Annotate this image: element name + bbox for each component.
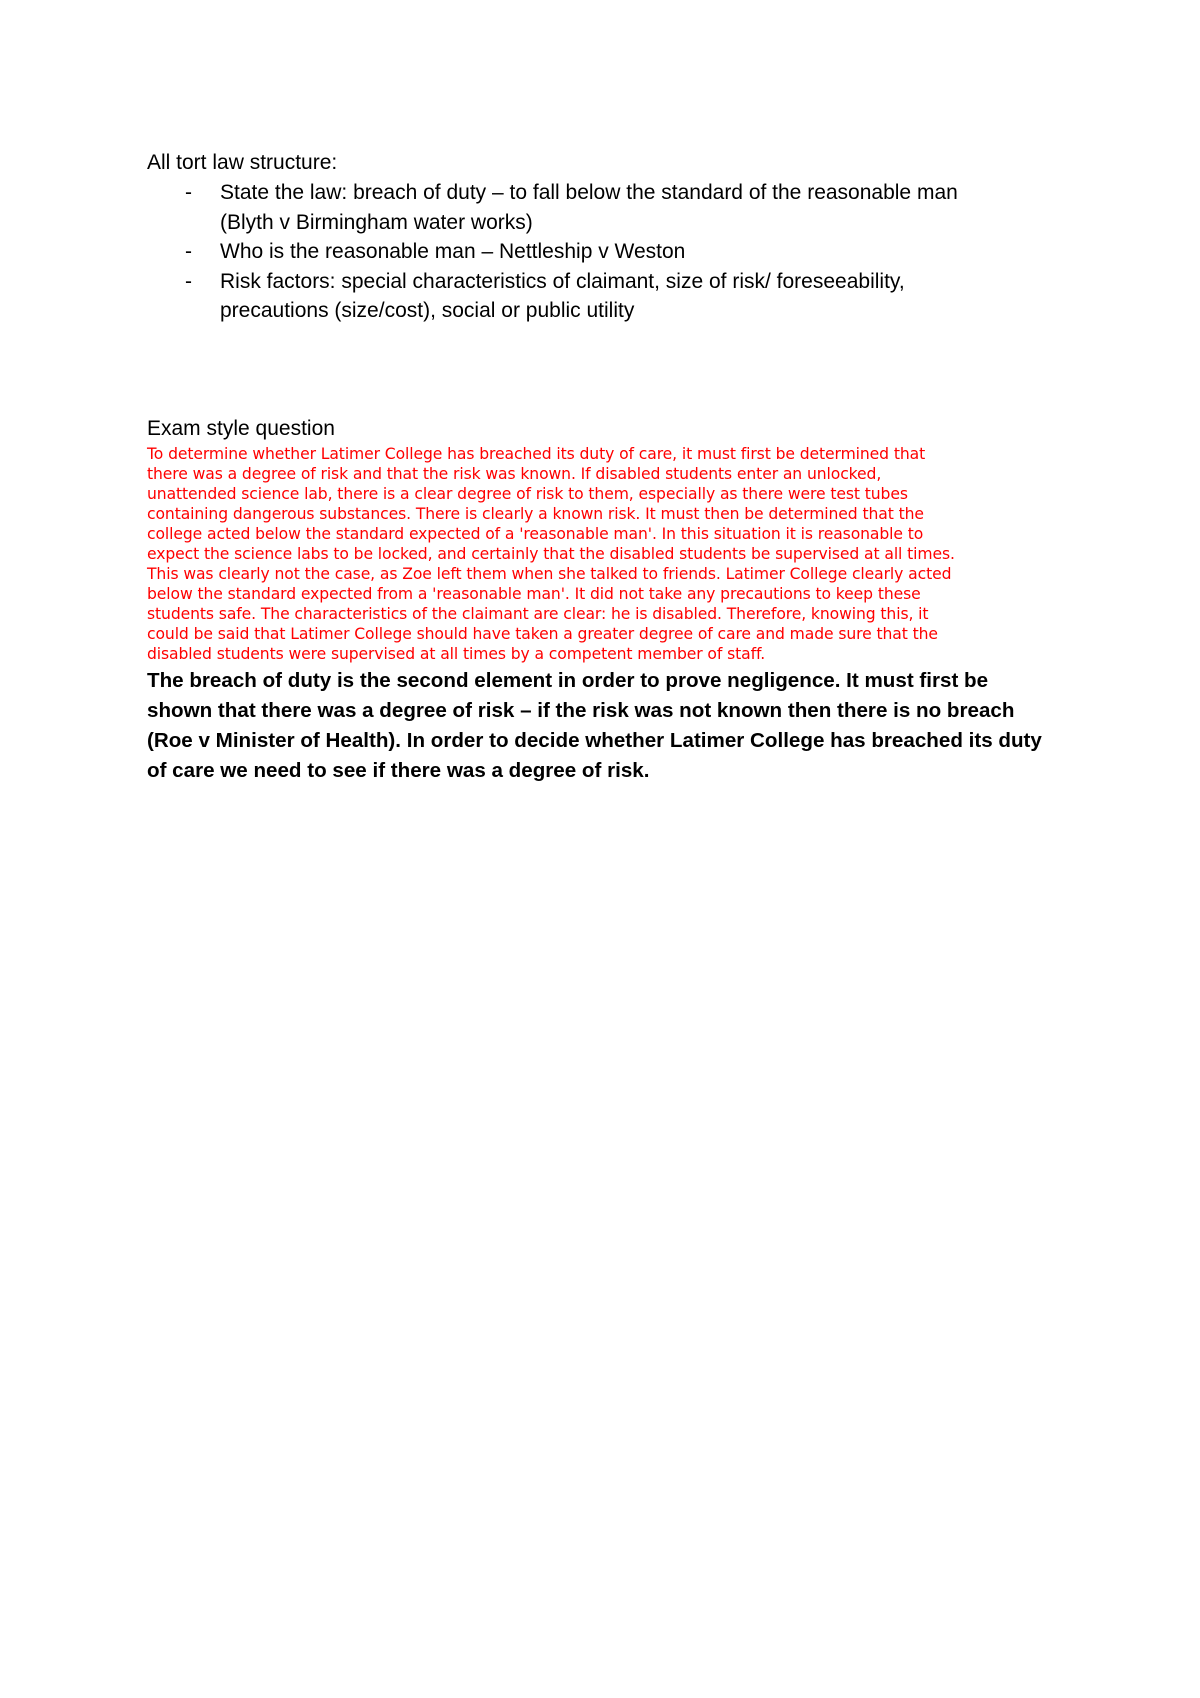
red-answer-line: unattended science lab, there is a clear degree of risk to them, especially as there were test tubes — [147, 484, 908, 503]
structure-item-reasonable-man — [147, 237, 1067, 267]
red-answer-line: To determine whether Latimer College has breached its duty of care, it must first be determined that — [147, 444, 926, 463]
structure-item-line: (Blyth v Birmingham water works) — [220, 210, 533, 234]
list-dash: - — [185, 240, 192, 263]
structure-item-line: State the law: breach of duty – to fall below the standard of the reasonable man — [220, 181, 958, 204]
structure-item-risk-factors — [147, 267, 1067, 326]
bold-answer-paragraph — [147, 664, 1067, 787]
structure-heading: All tort law structure: — [147, 151, 338, 174]
red-answer-line: disabled students were supervised at all times by a competent member of staff. — [147, 644, 766, 663]
red-answer-line: there was a degree of risk and that the risk was known. If disabled students enter an unlocked, — [147, 464, 882, 483]
structure-item-line: precautions (size/cost), social or public utility — [220, 299, 635, 322]
exam-heading: Exam style question — [147, 416, 335, 440]
bold-answer-line: of care we need to see if there was a degree of risk. — [147, 759, 650, 783]
bold-answer-line: (Roe v Minister of Health). In order to decide whether Latimer College has breached its duty — [147, 728, 1042, 752]
bold-answer-line: shown that there was a degree of risk – if the risk was not known then there is no breach — [147, 698, 1015, 722]
red-answer-line: This was clearly not the case, as Zoe left them when she talked to friends. Latimer College clearly acted — [147, 564, 952, 583]
bold-answer-line: The breach of duty is the second element in order to prove negligence. It must first be — [147, 668, 989, 692]
red-answer-line: containing dangerous substances. There is clearly a known risk. It must then be determined that the — [147, 504, 924, 523]
document-body — [147, 148, 1067, 786]
red-answer-paragraph — [147, 444, 1067, 664]
structure-item-state-the-law — [147, 178, 1067, 237]
list-dash: - — [185, 181, 192, 204]
red-answer-line: expect the science labs to be locked, and certainly that the disabled students be supervised at all times. — [147, 544, 955, 563]
red-answer-line: college acted below the standard expected of a 'reasonable man'. In this situation it is reasonable to — [147, 524, 924, 543]
list-dash: - — [185, 269, 192, 293]
red-answer-line: below the standard expected from a 'reasonable man'. It did not take any precautions to keep these — [147, 584, 921, 603]
structure-item-line: Risk factors: special characteristics of claimant, size of risk/ foreseeability, — [220, 269, 905, 293]
red-answer-line: could be said that Latimer College should have taken a greater degree of care and made sure that the — [147, 624, 938, 643]
structure-item-line: Who is the reasonable man – Nettleship v Weston — [220, 240, 686, 263]
red-answer-line: students safe. The characteristics of the claimant are clear: he is disabled. Therefore, knowing this, it — [147, 604, 929, 623]
structure-list — [147, 178, 1067, 326]
